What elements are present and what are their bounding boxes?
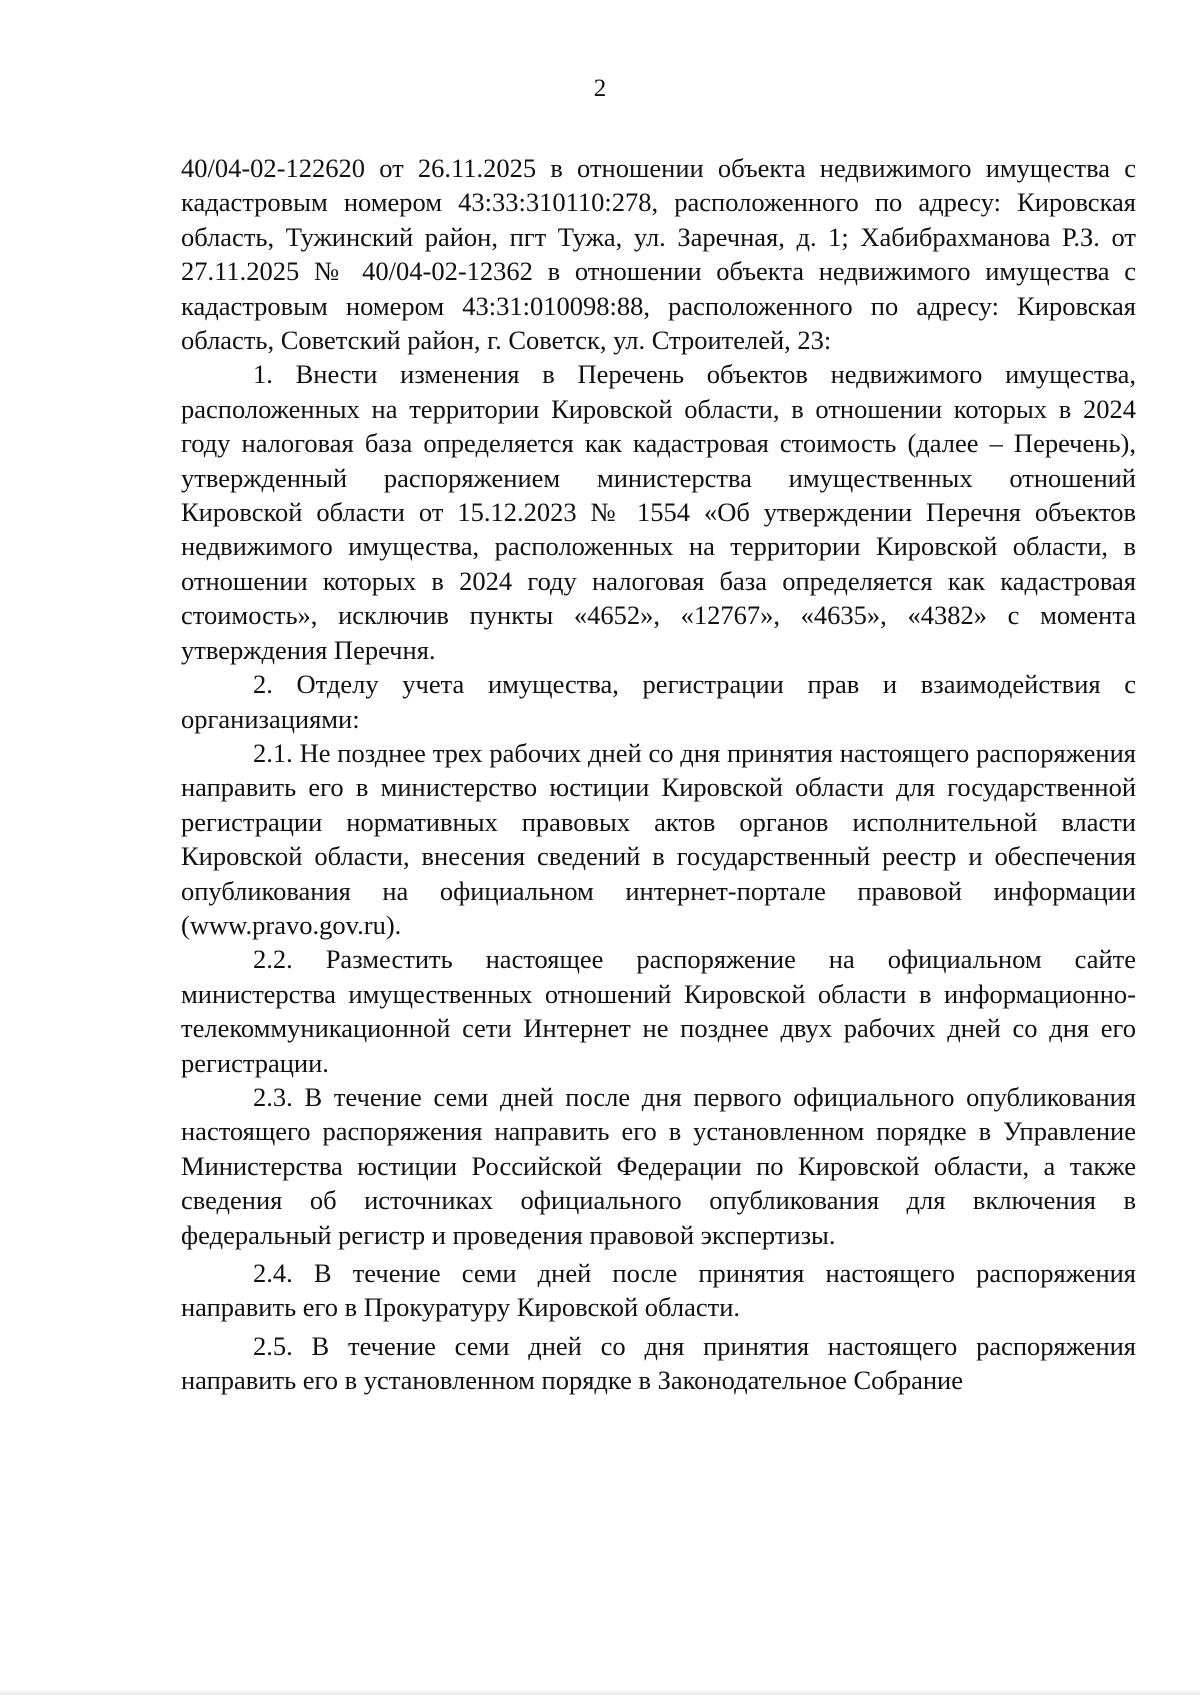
- paragraph-item-2-3: 2.3. В течение семи дней после дня первого официального опубликования настоящего распоряжения направить его в установленном порядке в Управление Министерства юстиции Российской Федерации по Кировской области, а также сведения об источниках официального опубликования для включения в федеральный регистр и проведения правовой экспертизы.: [181, 1081, 1136, 1250]
- scan-bottom-edge: [0, 1689, 1200, 1695]
- paragraph-item-2-2: 2.2. Разместить настоящее распоряжение на официальном сайте министерства имущественных отношений Кировской области в информационно-телекоммуникационной сети Интернет не позднее двух рабочих дней со дня его регистрации.: [181, 944, 1136, 1078]
- paragraph-item-1: 1. Внести изменения в Перечень объектов недвижимого имущества, расположенных на территории Кировской области, в отношении которых в 2024 году налоговая база определяется как кадастровая стоимость (далее – Перечень), утвержденный распоряжением министерства имущественных отношений Кировской области от 15.12.2023 № 1554 «Об утверждении Перечня объектов недвижимого имущества, расположенных на территории Кировской области, в отношении которых в 2024 году налоговая база определяется как кадастровая стоимость», исключив пункты «4652», «12767», «4635», «4382» с момента утверждения Перечня.: [181, 359, 1136, 665]
- paragraph-item-2: 2. Отделу учета имущества, регистрации прав и взаимодействия с организациями:: [181, 669, 1136, 734]
- document-body: [181, 151, 1136, 1398]
- paragraph-preamble-continuation: 40/04-02-122620 от 26.11.2025 в отношении объекта недвижимого имущества с кадастровым номером 43:33:310110:278, расположенного по адресу: Кировская область, Тужинский район, пгт Тужа, ул. Заречная, д. 1; Хабибрахманова Р.З. от 27.11.2025 № 40/04-02-12362 в отношении объекта недвижимого имущества с кадастровым номером 43:31:010098:88, расположенного по адресу: Кировская область, Советский район, г. Советск, ул. Строителей, 23:: [181, 153, 1136, 356]
- paragraph-item-2-5: 2.5. В течение семи дней со дня принятия настоящего распоряжения направить его в установленном порядке в Законодательное Собрание: [181, 1330, 1136, 1396]
- page-number: 2: [593, 75, 607, 102]
- paragraph-item-2-1: 2.1. Не позднее трех рабочих дней со дня принятия настоящего распоряжения направить его в министерство юстиции Кировской области для государственной регистрации нормативных правовых актов органов исполнительной власти Кировской области, внесения сведений в государственный реестр и обеспечения опубликования на официальном интернет-портале правовой информации (www.pravo.gov.ru).: [181, 737, 1136, 940]
- paragraph-item-2-4: 2.4. В течение семи дней после принятия настоящего распоряжения направить его в Прокуратуру Кировской области.: [181, 1258, 1136, 1323]
